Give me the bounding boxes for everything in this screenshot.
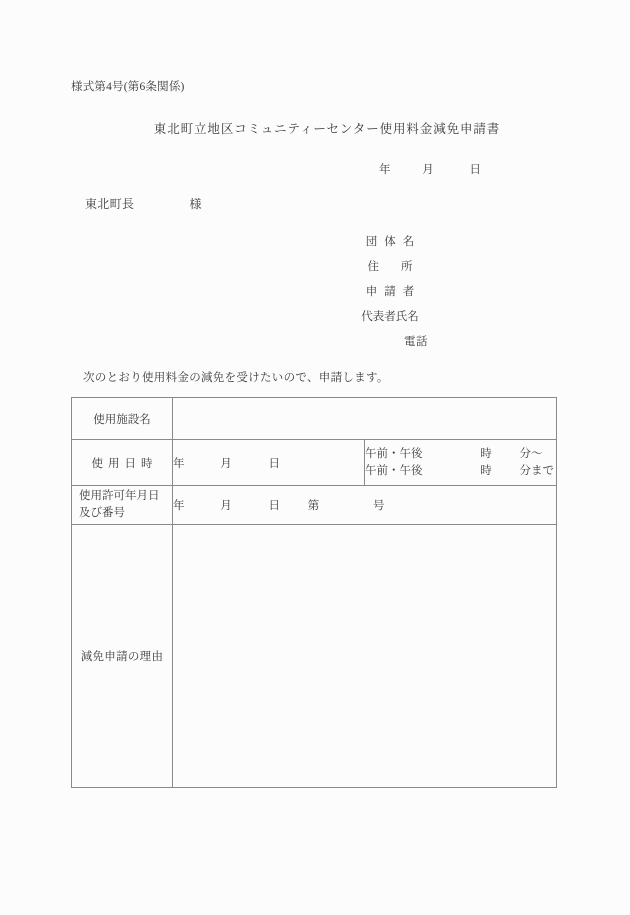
datetime-label-cell — [72, 440, 173, 486]
group-name-label: 団体名 — [365, 236, 422, 248]
address-label: 住所 — [367, 261, 435, 273]
time-to-row — [365, 463, 556, 480]
permit-label-cell — [72, 486, 173, 525]
table-row-permit — [72, 486, 557, 525]
addressee — [85, 195, 202, 212]
time-to-ampm-label: 午前・午後 — [365, 464, 423, 477]
date-year-label: 年 — [379, 164, 391, 176]
permit-month-label: 月 — [220, 500, 232, 512]
datetime-time-cell[interactable] — [365, 440, 557, 486]
facility-value-cell[interactable] — [173, 398, 557, 440]
use-date-day-label: 日 — [268, 457, 280, 470]
facility-label: 使用施設名 — [93, 413, 151, 426]
page-title: 東北町立地区コミュニティーセンター使用料金減免申請書 — [153, 122, 501, 136]
datetime-label: 使用日時 — [91, 457, 158, 470]
permit-label-line2: 及び番号 — [79, 507, 125, 519]
time-to-hour-label: 時 — [480, 464, 492, 477]
permit-number-prefix: 第 — [307, 500, 320, 512]
table-row-reason — [72, 525, 557, 788]
time-from-minute-label: 分〜 — [519, 447, 543, 460]
reason-label: 減免申請の理由 — [80, 651, 164, 663]
datetime-date-cell[interactable] — [173, 440, 365, 486]
applicant-representative-row — [330, 305, 450, 330]
permit-value-cell[interactable] — [173, 486, 557, 525]
time-from-hour-label: 時 — [480, 447, 492, 460]
permit-label-line1: 使用許可年月日 — [79, 490, 160, 502]
table-row-datetime — [72, 440, 557, 486]
facility-label-cell — [72, 398, 173, 440]
permit-number-suffix: 号 — [373, 500, 385, 512]
phone-label: 電話 — [404, 336, 428, 348]
permit-year-label: 年 — [173, 500, 185, 512]
application-table — [71, 397, 557, 788]
time-to-minute-label: 分まで — [519, 464, 554, 477]
table-row-facility — [72, 398, 557, 440]
form-number: 様式第4号(第6条関係) — [71, 81, 185, 93]
date-line — [0, 161, 630, 177]
time-from-ampm-label: 午前・午後 — [365, 447, 423, 460]
reason-value-cell[interactable] — [173, 525, 557, 788]
date-month-label: 月 — [422, 164, 434, 176]
applicant-label: 申請者 — [365, 286, 422, 298]
date-day-label: 日 — [469, 164, 481, 176]
intro-text: 次のとおり使用料金の減免を受けたいので、申請します。 — [83, 372, 389, 384]
addressee-honorific: 様 — [189, 197, 202, 211]
time-from-row — [365, 446, 556, 463]
addressee-recipient: 東北町長 — [85, 197, 135, 211]
use-date-month-label: 月 — [220, 457, 232, 470]
permit-day-label: 日 — [268, 500, 280, 512]
representative-label: 代表者氏名 — [361, 311, 419, 323]
use-date-year-label: 年 — [173, 457, 185, 470]
applicant-group-name-row — [330, 230, 450, 255]
applicant-block — [330, 230, 450, 355]
reason-label-cell — [72, 525, 173, 788]
applicant-phone-row — [330, 330, 450, 355]
applicant-label-row — [330, 280, 450, 305]
applicant-address-row — [330, 255, 450, 280]
